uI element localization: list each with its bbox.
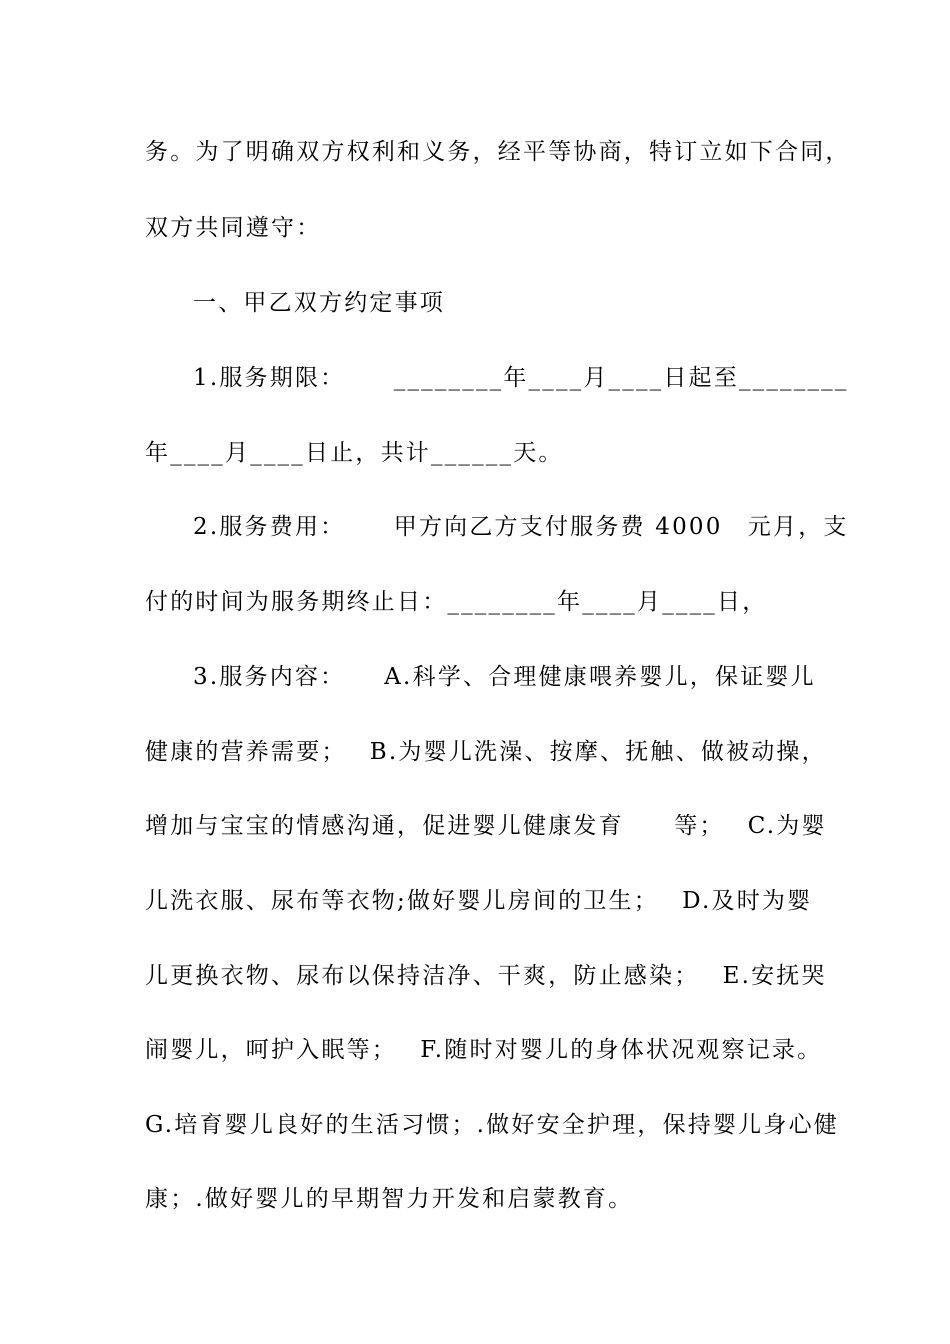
text-line: 儿洗衣服、尿布等衣物;做好婴儿房间的卫生； D.及时为婴 xyxy=(145,888,813,914)
text-line: 健康的营养需要； B.为婴儿洗澡、按摩、抚触、做被动操， xyxy=(145,739,827,765)
text-line: 双方共同遵守： xyxy=(145,215,322,241)
text-line: 增加与宝宝的情感沟通，促进婴儿健康发育 等； C.为婴 xyxy=(145,813,827,839)
text-line: 务。为了明确双方权利和义务，经平等协商，特订立如下合同， xyxy=(145,139,851,165)
text-line: 闹婴儿，呵护入眠等； F.随时对婴儿的身体状况观察记录。 xyxy=(145,1037,823,1063)
text-line: 儿更换衣物、尿布以保持洁净、干爽，防止感染； E.安抚哭 xyxy=(145,963,827,989)
text-line: 2.服务费用： 甲方向乙方支付服务费 4000 元月，支 xyxy=(193,514,849,540)
section-heading: 一、甲乙双方约定事项 xyxy=(193,290,445,316)
text-line: 1.服务期限： ________年____月____日起至________ xyxy=(193,365,849,391)
text-line: G.培育婴儿良好的生活习惯；.做好安全护理，保持婴儿身心健 xyxy=(145,1112,839,1138)
text-line: 付的时间为服务期终止日：________年____月____日， xyxy=(145,589,768,615)
text-line: 康；.做好婴儿的早期智力开发和启蒙教育。 xyxy=(145,1186,634,1212)
text-line: 3.服务内容： A.科学、合理健康喂养婴儿，保证婴儿 xyxy=(193,664,816,690)
text-line: 年____月____日止，共计______天。 xyxy=(145,440,564,466)
